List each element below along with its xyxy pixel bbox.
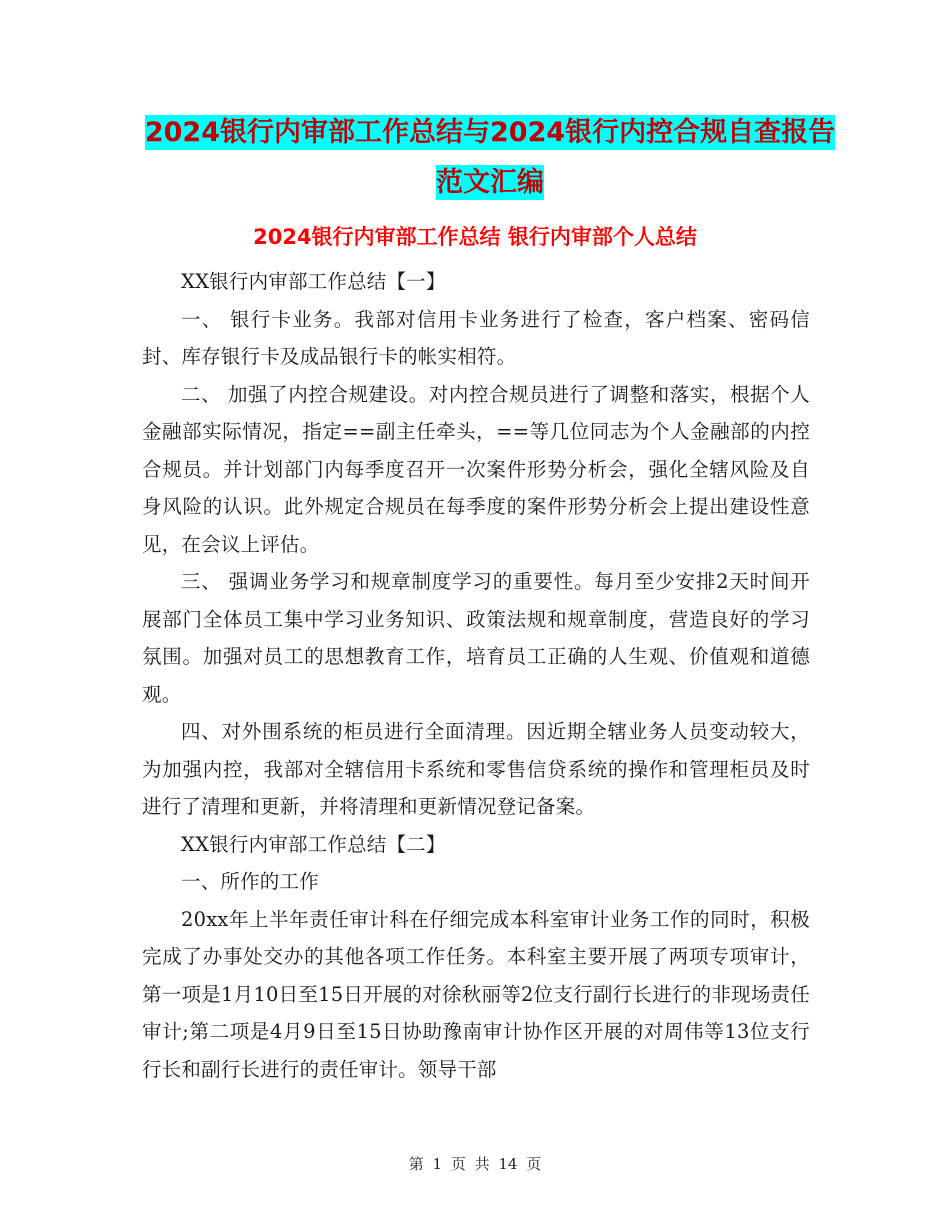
- document-title: [140, 108, 840, 208]
- paragraph: 一、 银行卡业务。我部对信用卡业务进行了检查，客户档案、密码信封、库存银行卡及成品银行卡的帐实相符。: [142, 307, 810, 368]
- paragraph: XX银行内审部工作总结【二】: [181, 832, 446, 856]
- paragraph: 一、所作的工作: [181, 870, 319, 893]
- paragraph: 三、 强调业务学习和规章制度学习的重要性。每月至少安排2天时间开展部门全体员工集中学习业务知识、政策法规和规章制度，营造良好的学习氛围。加强对员工的思想教育工作，培育员工正确的人生观、价值观和道德观。: [142, 570, 810, 706]
- document-body: [142, 263, 810, 1088]
- paragraph: XX银行内审部工作总结【一】: [181, 270, 446, 293]
- section-title: 2024银行内审部工作总结 银行内审部个人总结: [253, 225, 697, 249]
- paragraph: 四、对外围系统的柜员进行全面清理。因近期全辖业务人员变动较大，为加强内控，我部对全辖信用卡系统和零售信贷系统的操作和管理柜员及时进行了清理和更新，并将清理和更新情况登记备案。: [142, 720, 810, 818]
- paragraph: 20xx年上半年责任审计科在仔细完成本科室审计业务工作的同时，积极完成了办事处交办的其他各项工作任务。本科室主要开展了两项专项审计，第一项是1月10日至15日开展的对徐秋丽等2位支行副行长进行的非现场责任审计;第二项是4月9日至15日协助豫南审计协作区开展的对周伟等13位支行行长和副行长进行的责任审计。领导干部: [142, 907, 810, 1081]
- title-highlight: 2024银行内审部工作总结与2024银行内控合规自查报告范文汇编: [144, 117, 836, 198]
- page-number: 第 1 页 共 14 页: [408, 1155, 542, 1173]
- paragraph: 二、 加强了内控合规建设。对内控合规员进行了调整和落实，根据个人金融部实际情况，指定==副主任牵头，==等几位同志为个人金融部的内控合规员。并计划部门内每季度召开一次案件形势分析会，强化全辖风险及自身风险的认识。此外规定合规员在每季度的案件形势分析会上提出建设性意见，在会议上评估。: [142, 382, 810, 556]
